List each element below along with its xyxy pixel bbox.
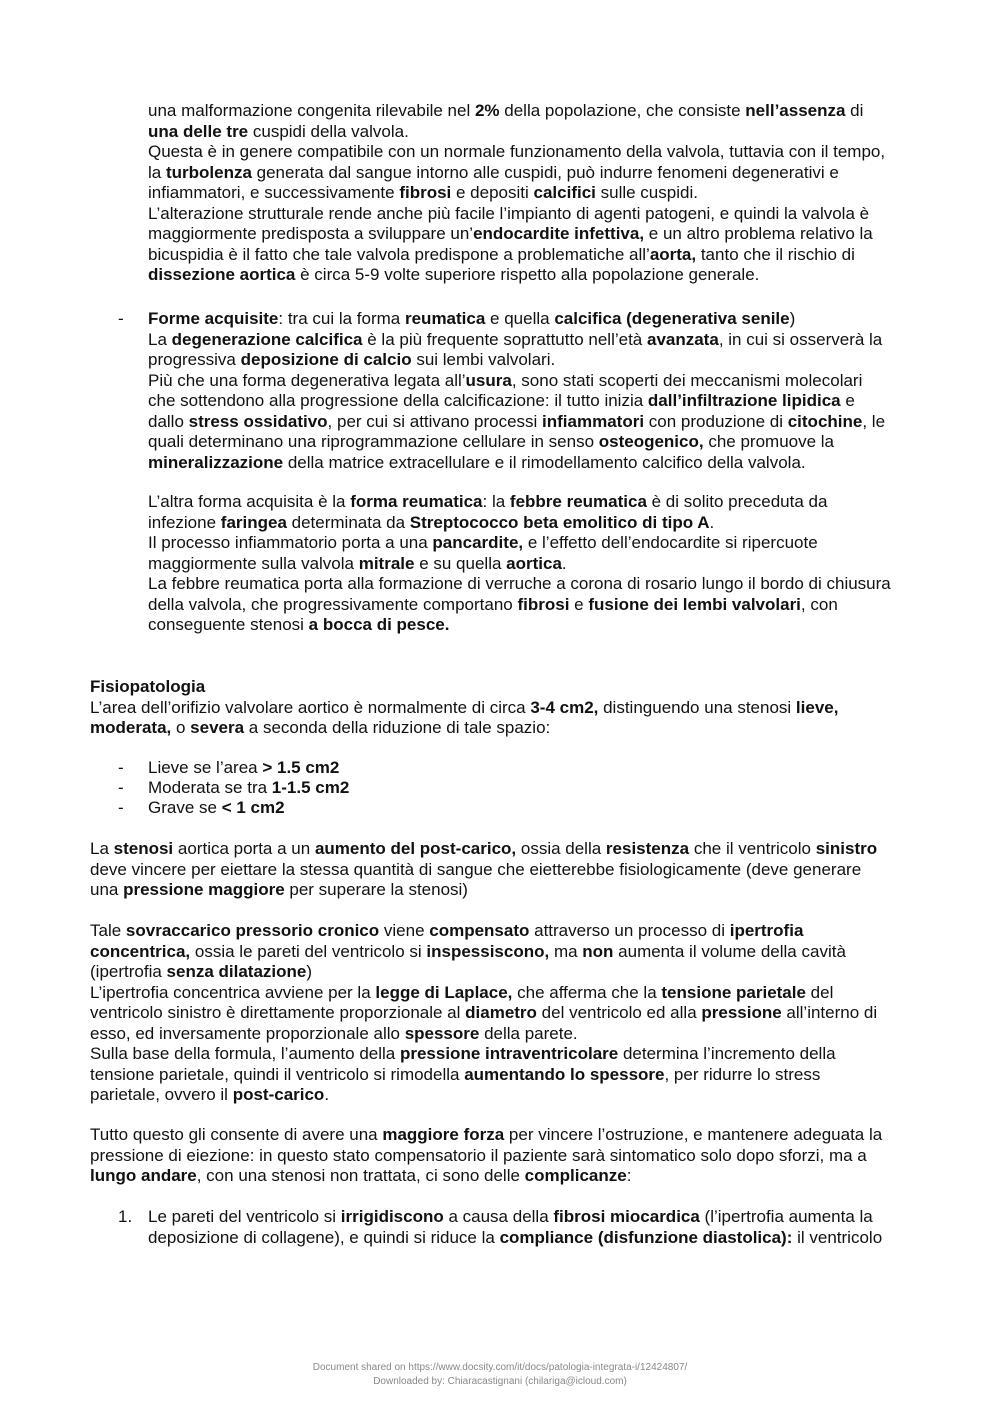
bold-text: maggiore forza: [382, 1125, 505, 1144]
text-line: Il processo infiammatorio porta a una pancardite, e l’effetto dell’endocardite si ripercuote: [148, 533, 818, 552]
bold-text: nell’assenza: [745, 101, 846, 120]
list-item-grave: Grave se < 1 cm2: [148, 798, 285, 817]
bold-text: usura: [465, 370, 512, 390]
text-line: concentrica, ossia le pareti del ventricolo si inspessiscono, ma non aumenta il volume della cavità: [90, 941, 846, 961]
bold-text: compliance (disfunzione diastolica):: [499, 1227, 793, 1247]
text-line: della valvola, che progressivamente comportano fibrosi e fusione dei lembi valvolari, con: [148, 594, 838, 614]
text-line: Questa è in genere compatibile con un normale funzionamento della valvola, tuttavia con il tempo,: [148, 142, 886, 161]
bold-text: legge di Laplace,: [375, 982, 513, 1002]
bold-text: resistenza: [605, 839, 690, 858]
bold-text: spessore: [404, 1023, 480, 1043]
bold-text: sovraccarico pressorio cronico: [125, 921, 380, 940]
bold-text: < 1 cm2: [221, 798, 285, 817]
list-dash: -: [118, 309, 124, 328]
bold-text: avanzata: [646, 329, 719, 349]
bold-text: reumatica: [404, 309, 486, 328]
bold-text: 1-1.5 cm2: [271, 778, 350, 797]
bold-text: non: [582, 941, 614, 961]
footer: [0, 1361, 1000, 1389]
complications-paragraph: [90, 1125, 926, 1187]
bold-text: inspessiscono,: [426, 941, 550, 961]
text-line: una delle tre cuspidi della valvola.: [148, 121, 409, 141]
text-line: L’ipertrofia concentrica avviene per la legge di Laplace, che afferma che la tensione parietale del: [90, 982, 834, 1002]
bold-text: diametro: [465, 1003, 537, 1022]
text-line: (ipertrofia senza dilatazione): [90, 962, 313, 981]
bold-text: moderata,: [90, 718, 172, 737]
text-line: Sulla base della formula, l’aumento della pressione intraventricolare determina l’incremento della: [90, 1044, 836, 1063]
text-line: Le pareti del ventricolo si irrigidiscono a causa della fibrosi miocardica (l’ipertrofia aumenta la: [148, 1207, 873, 1226]
bold-text: pancardite,: [432, 533, 524, 552]
bold-text: febbre reumatica: [509, 492, 647, 511]
bold-text: lieve,: [795, 697, 839, 717]
text-line: deposizione di collagene), e quindi si riduce la compliance (disfunzione diastolica): il ventricolo: [148, 1227, 883, 1247]
text-line: Forme acquisite: tra cui la forma reumatica e quella calcifica (degenerativa senile): [148, 309, 796, 328]
bold-text: pressione: [701, 1003, 782, 1022]
text-line: Tale sovraccarico pressorio cronico viene compensato attraverso un processo di ipertrofia: [90, 921, 804, 940]
bold-text: compensato: [429, 921, 530, 940]
bold-text: fibrosi: [399, 183, 452, 202]
bold-text: aumento del post-carico,: [314, 839, 517, 858]
text-line: dallo stress ossidativo, per cui si attivano processi infiammatori con produzione di citochine, le: [148, 411, 886, 431]
text-line: La stenosi aortica porta a un aumento del post-carico, ossia della resistenza che il ventricolo sinistro: [90, 839, 878, 858]
bold-text: forma reumatica: [350, 492, 483, 511]
bold-text: 2%: [474, 101, 500, 120]
hypertrophy-paragraph: [90, 921, 926, 1106]
bold-text: > 1.5 cm2: [262, 758, 340, 777]
text-line: una malformazione congenita rilevabile nel 2% della popolazione, che consiste nell’assenza di: [148, 101, 864, 120]
bold-text: irrigidiscono: [340, 1207, 444, 1226]
bold-text: complicanze: [524, 1166, 627, 1185]
text-line: la turbolenza generata dal sangue intorno alle cuspidi, può indurre fenomeni degenerativi e: [148, 162, 839, 182]
text-line: che sottendono alla progressione della calcificazione: il tutto inizia dall’infiltrazione lipidica e: [148, 391, 855, 410]
bold-text: aortica: [506, 553, 562, 573]
footer-shared-link[interactable]: Document shared on https://www.docsity.com/it/docs/patologia-integrata-i/12424807/: [312, 1362, 688, 1373]
bold-text: dissezione aortica: [148, 265, 296, 284]
bold-text: faringea: [220, 512, 287, 532]
bold-text: mineralizzazione: [148, 452, 284, 472]
rheumatic-paragraph: [148, 492, 928, 636]
bold-text: Forme acquisite: [148, 309, 279, 328]
text-line: lungo andare, con una stenosi non trattata, ci sono delle complicanze:: [90, 1166, 632, 1185]
bold-text: senza dilatazione: [166, 962, 307, 981]
list-dash: -: [118, 778, 124, 797]
text-line: tensione parietale, quindi il ventricolo si rimodella aumentando lo spessore, per ridurre lo stress: [90, 1064, 821, 1084]
bold-text: ipertrofia: [729, 921, 804, 940]
complication-item-1: [148, 1207, 928, 1248]
bold-text: Streptococco beta emolitico di tipo A: [409, 512, 710, 532]
bold-text: fibrosi: [517, 594, 570, 614]
list-number: 1.: [118, 1207, 133, 1226]
text-line: quali determinano una riprogrammazione cellulare in senso osteogenico, che promuove la: [148, 432, 835, 451]
bold-text: concentrica,: [90, 941, 191, 961]
text-line: L’alterazione strutturale rende anche più facile l’impianto di agenti patogeni, e quindi la valvola è: [148, 203, 870, 223]
text-line: Più che una forma degenerativa legata all’usura, sono stati scoperti dei meccanismi molecolari: [148, 370, 863, 390]
list-dash: -: [118, 798, 124, 817]
list-dash: -: [118, 758, 124, 777]
text-line: dissezione aortica è circa 5-9 volte superiore rispetto alla popolazione generale.: [148, 265, 760, 284]
bold-text: pressione intraventricolare: [399, 1044, 619, 1063]
bold-text: citochine: [787, 411, 863, 431]
text-line: conseguente stenosi a bocca di pesce.: [148, 615, 450, 634]
text-line: mineralizzazione della matrice extracellulare e il rimodellamento calcifico della valvola.: [148, 452, 806, 472]
bold-text: pressione maggiore: [123, 880, 285, 899]
text-line: parietale, ovvero il post-carico.: [90, 1085, 330, 1104]
acquired-forms-item: [148, 309, 928, 473]
text-line: La degenerazione calcifica è la più frequente soprattutto nell’età avanzata, in cui si osserverà la: [148, 329, 883, 349]
fisiopatologia-section: [90, 677, 926, 739]
bold-text: osteogenico,: [598, 432, 704, 451]
bold-text: tensione parietale: [661, 982, 806, 1002]
text-line: infiammatori, e successivamente fibrosi e depositi calcifici sulle cuspidi.: [148, 183, 698, 202]
footer-downloaded-by: Downloaded by: Chiaracastignani (chilariga@icloud.com): [373, 1376, 627, 1387]
text-line: una pressione maggiore per superare la stenosi): [90, 880, 468, 899]
bold-text: aorta,: [649, 244, 697, 264]
text-line: L’area dell’orifizio valvolare aortico è normalmente di circa 3-4 cm2, distinguendo una stenosi lieve,: [90, 697, 839, 717]
text-line: maggiormente sulla valvola mitrale e su quella aortica.: [148, 553, 567, 573]
bold-text: severa: [190, 718, 245, 737]
bold-text: turbolenza: [165, 162, 252, 182]
bold-text: una delle tre: [148, 121, 249, 141]
text-line: deve vincere per eiettare la stessa quantità di sangue che eietterebbe fisiologicamente (deve generare: [90, 859, 862, 879]
list-item-moderata: Moderata se tra 1-1.5 cm2: [148, 778, 350, 797]
bold-text: calcifica (degenerativa senile: [554, 309, 790, 328]
bold-text: degenerazione calcifica: [171, 329, 363, 349]
text-line: La febbre reumatica porta alla formazione di verruche a corona di rosario lungo il bordo di chiusura: [148, 574, 891, 593]
text-line: esso, ed inversamente proporzionale allo spessore della parete.: [90, 1023, 578, 1043]
text-line: maggiormente predisposta a sviluppare un’endocardite infettiva, e un altro problema relativo la: [148, 224, 873, 243]
text-line: ventricolo sinistro è direttamente proporzionale al diametro del ventricolo ed alla pressione all’interno di: [90, 1003, 878, 1022]
bold-text: stenosi: [113, 839, 174, 858]
bold-text: calcifici: [533, 183, 596, 202]
section-heading: Fisiopatologia: [90, 677, 206, 696]
bicuspid-paragraph: [148, 101, 928, 286]
text-line: Tutto questo gli consente di avere una maggiore forza per vincere l’ostruzione, e mantenere adeguata la: [90, 1125, 883, 1144]
bold-text: lungo andare: [90, 1166, 197, 1185]
bold-text: deposizione di calcio: [240, 350, 412, 369]
text-line: L’altra forma acquisita è la forma reumatica: la febbre reumatica è di solito preceduta da: [148, 492, 828, 511]
bold-text: aumentando lo spessore: [464, 1064, 665, 1084]
bold-text: fusione dei lembi valvolari: [588, 594, 801, 614]
bold-text: dall’infiltrazione lipidica: [647, 391, 841, 410]
bold-text: a bocca di pesce.: [308, 615, 450, 634]
bold-text: 3-4 cm2,: [530, 697, 599, 717]
text-line: infezione faringea determinata da Streptococco beta emolitico di tipo A.: [148, 512, 715, 532]
text-line: bicuspidia è il fatto che tale valvola predispone a problematiche all’aorta, tanto che il rischio di: [148, 244, 855, 264]
text-line: progressiva deposizione di calcio sui lembi valvolari.: [148, 350, 556, 369]
bold-text: post-carico: [232, 1085, 325, 1104]
text-line: pressione di eiezione: in questo stato compensatorio il paziente sarà sintomatico solo dopo sforzi, ma a: [90, 1145, 867, 1165]
bold-text: endocardite infettiva,: [473, 224, 645, 243]
stenosis-paragraph: [90, 839, 926, 901]
text-line: moderata, o severa a seconda della riduzione di tale spazio:: [90, 718, 551, 737]
bold-text: infiammatori: [542, 411, 645, 431]
bold-text: stress ossidativo: [188, 411, 328, 431]
bold-text: mitrale: [358, 553, 415, 573]
list-item-lieve: Lieve se l’area > 1.5 cm2: [148, 758, 340, 777]
bold-text: fibrosi miocardica: [553, 1207, 700, 1226]
bold-text: sinistro: [815, 839, 878, 858]
